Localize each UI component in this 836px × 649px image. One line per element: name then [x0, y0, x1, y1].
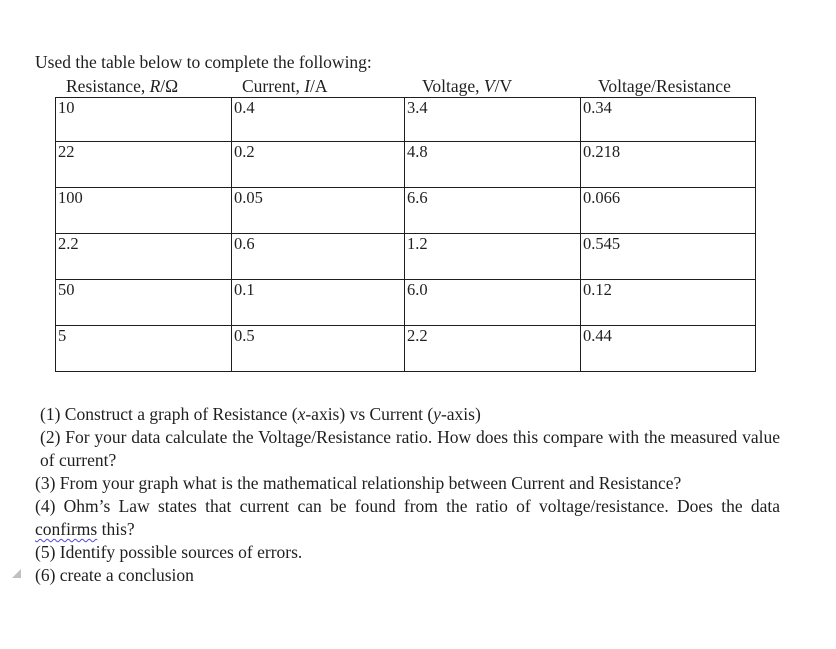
paragraph-marker-icon	[12, 569, 21, 578]
table-cell: 0.05	[232, 188, 405, 234]
table-cell: 1.2	[405, 234, 581, 280]
table-cell: 0.34	[581, 98, 756, 142]
table-cell: 10	[56, 98, 232, 142]
table-cell: 0.2	[232, 142, 405, 188]
table-cell: 0.44	[581, 326, 756, 372]
header-voltage-resistance: Voltage/Resistance	[598, 76, 731, 96]
table-body	[56, 98, 756, 372]
question-2: (2) For your data calculate the Voltage/Resistance ratio. How does this compare with the measured value of current?	[40, 427, 780, 470]
table-cell: 0.12	[581, 280, 756, 326]
table-row	[56, 326, 756, 372]
table-row	[56, 142, 756, 188]
spelling-underline[interactable]: confirms	[35, 519, 98, 539]
question-5: (5) Identify possible sources of errors.	[35, 542, 303, 562]
table-cell: 0.6	[232, 234, 405, 280]
table-cell: 0.1	[232, 280, 405, 326]
table-cell: 4.8	[405, 142, 581, 188]
table-cell: 2.2	[56, 234, 232, 280]
table-cell: 22	[56, 142, 232, 188]
table-cell: 0.5	[232, 326, 405, 372]
question-6: (6) create a conclusion	[35, 565, 194, 585]
table-cell: 0.545	[581, 234, 756, 280]
table-cell: 6.0	[405, 280, 581, 326]
table-cell: 100	[56, 188, 232, 234]
header-current: Current, I/A	[242, 76, 328, 96]
table-cell: 50	[56, 280, 232, 326]
question-3: (3) From your graph what is the mathematical relationship between Current and Resistance?	[35, 473, 682, 493]
table-cell: 2.2	[405, 326, 581, 372]
table-cell: 5	[56, 326, 232, 372]
table-row	[56, 234, 756, 280]
table-cell: 6.6	[405, 188, 581, 234]
questions-list	[35, 403, 780, 587]
data-table	[55, 97, 756, 372]
header-resistance: Resistance, R/Ω	[66, 76, 179, 96]
table-row	[56, 188, 756, 234]
table-cell: 0.066	[581, 188, 756, 234]
question-1: (1) Construct a graph of Resistance (x-axis) vs Current (y-axis)	[40, 404, 481, 424]
table-cell: 3.4	[405, 98, 581, 142]
table-cell: 0.218	[581, 142, 756, 188]
table-row	[56, 98, 756, 142]
table-cell: 0.4	[232, 98, 405, 142]
table-row	[56, 280, 756, 326]
header-voltage: Voltage, V/V	[422, 76, 513, 96]
question-4: (4) Ohm’s Law states that current can be found from the ratio of voltage/resistance. Does the data confirms this?	[35, 496, 780, 539]
intro-text: Used the table below to complete the following:	[35, 52, 372, 72]
